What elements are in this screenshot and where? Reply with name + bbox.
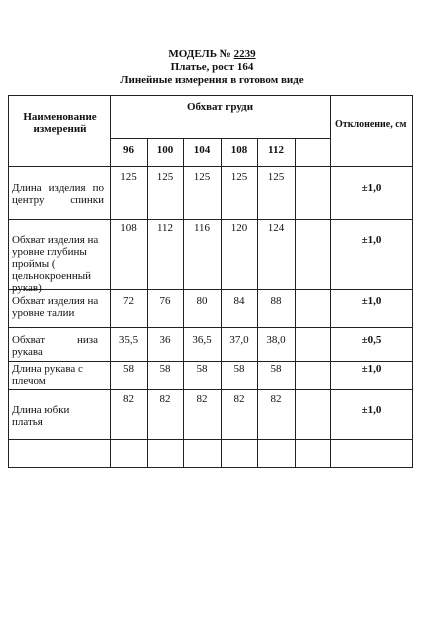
row-label: Длина юбки платья [12, 404, 70, 428]
row-label: низа [77, 334, 99, 346]
table-cell: 37,0 [229, 334, 249, 346]
row-label: Обхват изделия на уровне талии [12, 295, 99, 319]
table-cell: 58 [159, 363, 171, 375]
row-label: Длина изделия по центру спинки [12, 182, 104, 206]
deviation-cell: ±1,0 [361, 295, 382, 307]
size-header: 104 [193, 144, 211, 156]
table-cell: 124 [267, 222, 285, 234]
deviation-cell: ±1,0 [361, 404, 382, 416]
table-cell: 82 [123, 393, 134, 405]
table-cell: 84 [233, 295, 245, 307]
table-cell: 58 [123, 363, 134, 375]
table-cell: 82 [196, 393, 208, 405]
table-cell: 88 [270, 295, 282, 307]
table-cell: 125 [230, 171, 248, 183]
size-header: 96 [123, 144, 134, 156]
table-cell: 36 [159, 334, 171, 346]
model-number: 2239 [233, 48, 256, 60]
name-header: Наименование измерений [23, 111, 97, 135]
row-label: Длина рукава с плечом [12, 363, 83, 387]
deviation-cell: ±1,0 [361, 363, 382, 375]
table-cell: 58 [270, 363, 282, 375]
table-cell: 58 [196, 363, 208, 375]
row-label: рукава [12, 346, 43, 358]
deviation-header: Отклонение, см [335, 119, 407, 130]
table-cell: 72 [123, 295, 134, 307]
table-cell: 125 [267, 171, 285, 183]
table-cell: 116 [193, 222, 211, 234]
table-cell: 76 [159, 295, 171, 307]
table-cell: 82 [270, 393, 282, 405]
table-cell: 36,5 [192, 334, 212, 346]
table-cell: 125 [120, 171, 137, 183]
group-header: Обхват груди [186, 101, 254, 113]
table-cell: 125 [193, 171, 211, 183]
table-cell: 35,5 [118, 334, 139, 346]
table-cell: 112 [156, 222, 174, 234]
deviation-cell: ±0,5 [361, 334, 382, 346]
table-cell: 82 [159, 393, 171, 405]
caption: Линейные измерения в готовом виде [120, 74, 304, 86]
table-cell: 80 [196, 295, 208, 307]
size-header: 112 [268, 144, 284, 156]
size-header: 100 [156, 144, 174, 156]
size-header: 108 [230, 144, 248, 156]
table-cell: 82 [233, 393, 245, 405]
subtitle: Платье, рост 164 [170, 61, 254, 73]
row-label: Обхват изделия на уровне глубины проймы ( цельнокроенный рукав) [12, 234, 99, 294]
table-cell: 125 [156, 171, 174, 183]
model-label: МОДЕЛЬ № [168, 48, 231, 60]
table-cell: 58 [233, 363, 245, 375]
table-cell: 38,0 [266, 334, 286, 346]
deviation-cell: ±1,0 [361, 182, 382, 194]
row-label: Обхват [12, 334, 46, 346]
table-cell: 120 [230, 222, 248, 234]
deviation-cell: ±1,0 [361, 234, 382, 246]
table-cell: 108 [120, 222, 137, 234]
